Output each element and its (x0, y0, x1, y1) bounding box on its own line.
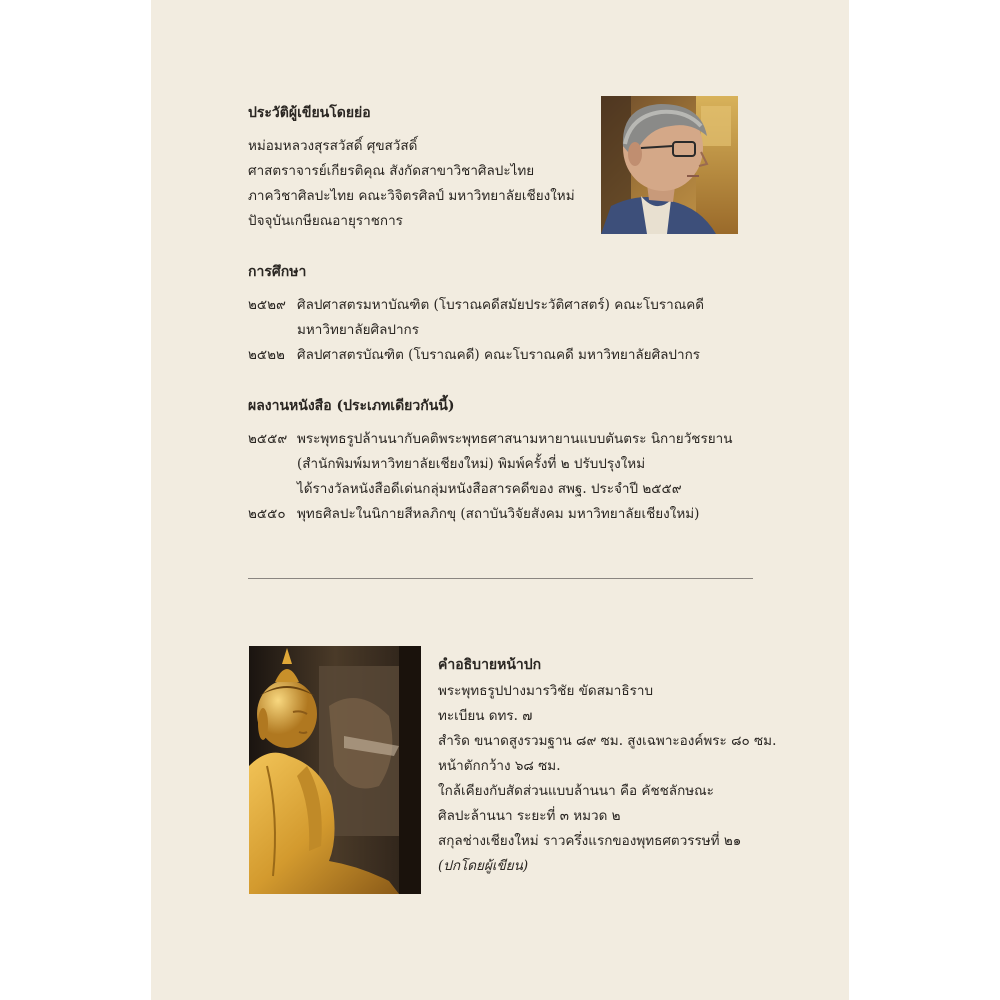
bio-line: หม่อมหลวงสุรสวัสดิ์ ศุขสวัสดิ์ (248, 138, 418, 154)
buddha-statue-icon (249, 646, 421, 894)
cover-line: ใกล้เคียงกับสัดส่วนแบบล้านนา คือ คัชชลักษณะ (438, 783, 714, 799)
works-line: (สำนักพิมพ์มหาวิทยาลัยเชียงใหม่) พิมพ์ครั้งที่ ๒ ปรับปรุงใหม่ (297, 456, 646, 472)
book-page (151, 0, 849, 1000)
author-portrait-icon (601, 96, 738, 234)
bio-line: ศาสตราจารย์เกียรติคุณ สังกัดสาขาวิชาศิลปะไทย (248, 163, 535, 179)
cover-line: พระพุทธรูปปางมารวิชัย ขัดสมาธิราบ (438, 683, 654, 699)
education-year: ๒๕๒๒ (248, 347, 285, 363)
section-divider (248, 578, 753, 579)
cover-line: สำริด ขนาดสูงรวมฐาน ๘๙ ซม. สูงเฉพาะองค์พระ ๘๐ ซม. (438, 733, 777, 749)
works-year: ๒๕๕๙ (248, 431, 288, 447)
cover-line: สกุลช่างเชียงใหม่ ราวครึ่งแรกของพุทธศตวรรษที่ ๒๑ (438, 833, 742, 849)
cover-line: ศิลปะล้านนา ระยะที่ ๓ หมวด ๒ (438, 808, 621, 824)
works-line: พุทธศิลปะในนิกายสีหลภิกขุ (สถาบันวิจัยสังคม มหาวิทยาลัยเชียงใหม่) (297, 506, 700, 522)
buddha-photo (249, 646, 421, 894)
author-photo (601, 96, 738, 234)
cover-credit: (ปกโดยผู้เขียน) (438, 858, 529, 874)
education-line: มหาวิทยาลัยศิลปากร (297, 322, 419, 338)
cover-heading: คำอธิบายหน้าปก (438, 657, 542, 673)
bio-heading: ประวัติผู้เขียนโดยย่อ (248, 105, 371, 121)
education-heading: การศึกษา (248, 264, 307, 280)
works-line: ได้รางวัลหนังสือดีเด่นกลุ่มหนังสือสารคดีของ สพฐ. ประจำปี ๒๕๕๙ (297, 481, 682, 497)
cover-line: หน้าตักกว้าง ๖๘ ซม. (438, 758, 561, 774)
works-line: พระพุทธรูปล้านนากับคติพระพุทธศาสนามหายานแบบตันตระ นิกายวัชรยาน (297, 431, 733, 447)
bio-line: ปัจจุบันเกษียณอายุราชการ (248, 213, 403, 229)
education-year: ๒๕๒๙ (248, 297, 286, 313)
bio-line: ภาควิชาศิลปะไทย คณะวิจิตรศิลป์ มหาวิทยาลัยเชียงใหม่ (248, 188, 575, 204)
education-line: ศิลปศาสตรบัณฑิต (โบราณคดี) คณะโบราณคดี มหาวิทยาลัยศิลปากร (297, 347, 700, 363)
cover-line: ทะเบียน ดทร. ๗ (438, 708, 533, 724)
works-heading: ผลงานหนังสือ (ประเภทเดียวกันนี้) (248, 398, 455, 414)
education-line: ศิลปศาสตรมหาบัณฑิต (โบราณคดีสมัยประวัติศาสตร์) คณะโบราณคดี (297, 297, 705, 313)
works-year: ๒๕๕๐ (248, 506, 286, 522)
